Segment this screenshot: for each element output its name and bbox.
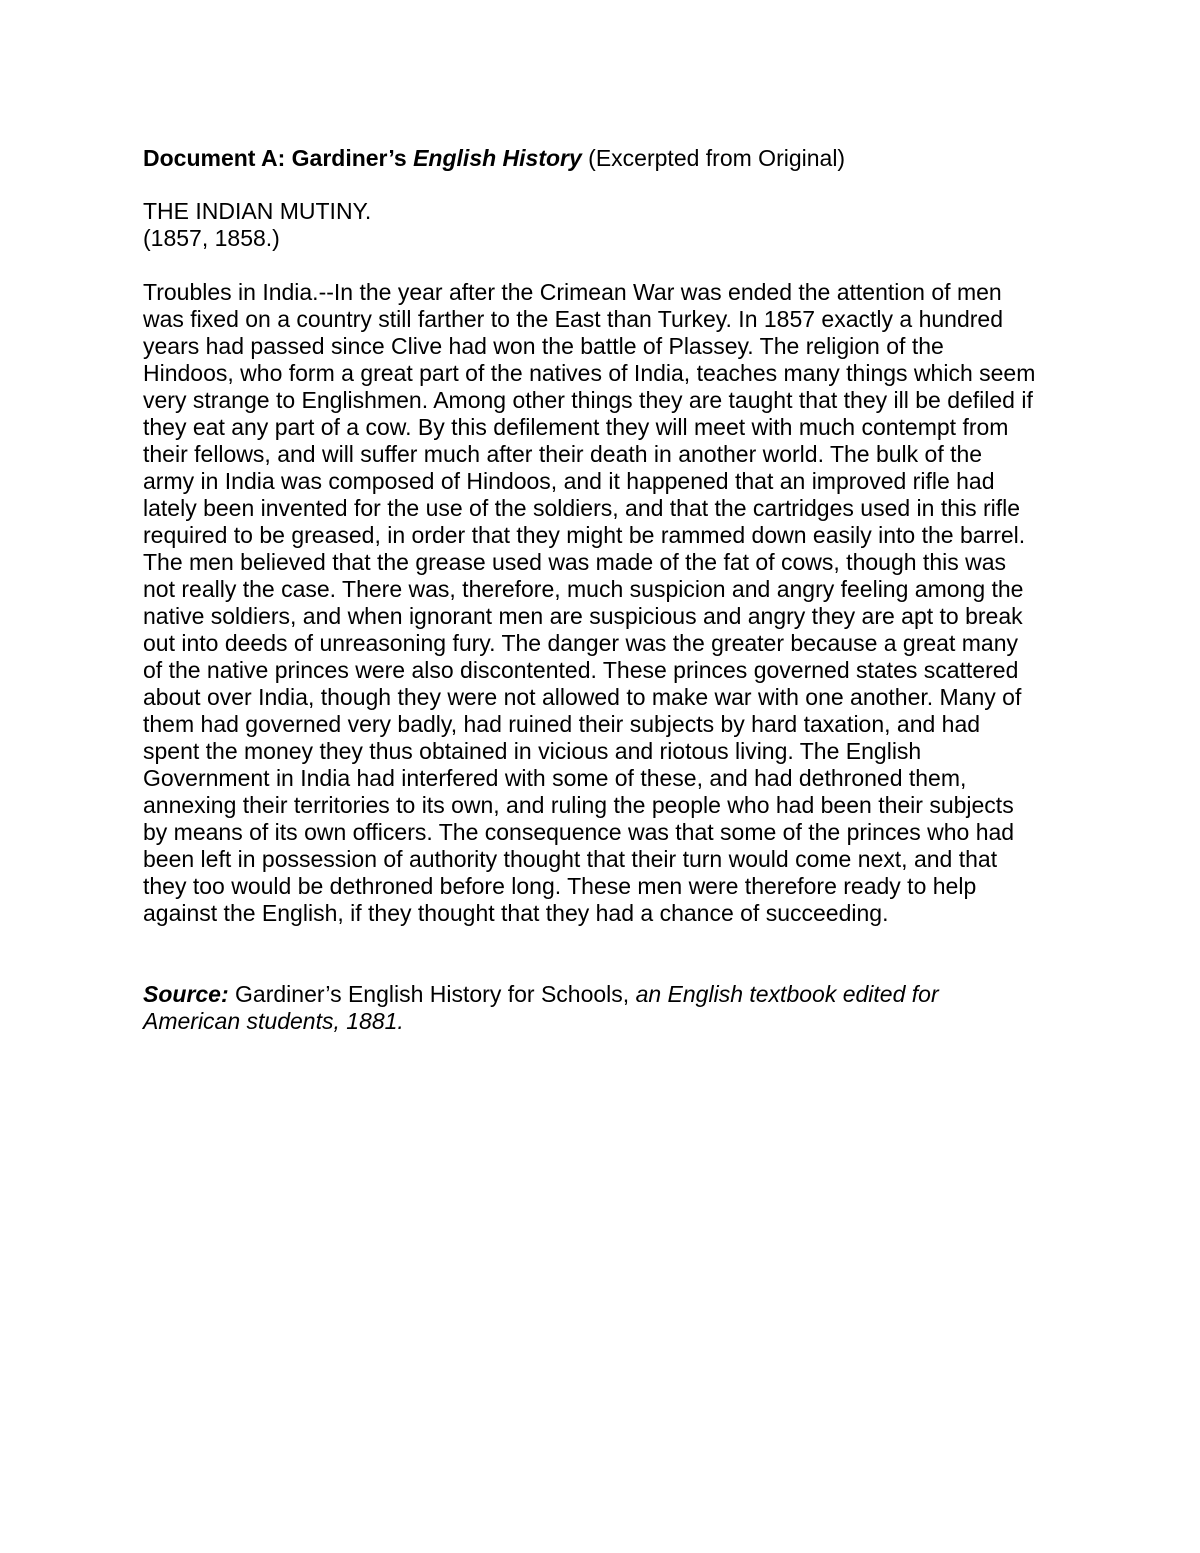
- heading-suffix: (Excerpted from Original): [581, 145, 846, 171]
- body-line: Hindoos, who form a great part of the natives of India, teaches many things which seem: [143, 360, 1036, 386]
- body-line: required to be greased, in order that they might be rammed down easily into the barrel.: [143, 522, 1026, 548]
- body-line: The men believed that the grease used was made of the fat of cows, though this was: [143, 549, 1007, 575]
- body-line: spent the money they thus obtained in vicious and riotous living. The English: [143, 738, 922, 764]
- body-line: not really the case. There was, therefore, much suspicion and angry feeling among the: [143, 576, 1024, 602]
- source-description-1: an English textbook edited for: [629, 981, 939, 1007]
- body-line: army in India was composed of Hindoos, and it happened that an improved rifle had: [143, 468, 995, 494]
- body-line: annexing their territories to its own, and ruling the people who had been their subjects: [143, 792, 1014, 818]
- body-line: about over India, though they were not allowed to make war with one another. Many of: [143, 684, 1022, 710]
- source-work: Gardiner’s English History for Schools,: [228, 981, 630, 1007]
- heading-title-italic: English History: [413, 145, 582, 171]
- chapter-title: THE INDIAN MUTINY.: [143, 198, 372, 224]
- source-description-2: American students, 1881.: [143, 1008, 404, 1034]
- body-line: them had governed very badly, had ruined their subjects by hard taxation, and had: [143, 711, 981, 737]
- body-line: been left in possession of authority thought that their turn would come next, and that: [143, 846, 998, 872]
- body-line: Troubles in India.--In the year after the Crimean War was ended the attention of men: [143, 279, 1002, 305]
- body-line: Government in India had interfered with some of these, and had dethroned them,: [143, 765, 967, 791]
- source-citation: [143, 981, 1083, 1035]
- document-heading: [143, 145, 1083, 172]
- body-line: they eat any part of a cow. By this defilement they will meet with much contempt from: [143, 414, 1009, 440]
- body-line: out into deeds of unreasoning fury. The danger was the greater because a great many: [143, 630, 1018, 656]
- body-line: of the native princes were also discontented. These princes governed states scattered: [143, 657, 1019, 683]
- heading-prefix: Document A: Gardiner’s: [143, 145, 414, 171]
- body-line: was fixed on a country still farther to the East than Turkey. In 1857 exactly a hundred: [143, 306, 1003, 332]
- chapter-dates: (1857, 1858.): [143, 225, 280, 251]
- body-paragraph: [143, 279, 1083, 927]
- source-label: Source:: [143, 981, 229, 1007]
- source-line-1: [143, 981, 1083, 1008]
- chapter-title-block: [143, 198, 1083, 252]
- body-line: they too would be dethroned before long. These men were therefore ready to help: [143, 873, 977, 899]
- body-line: by means of its own officers. The consequence was that some of the princes who had: [143, 819, 1015, 845]
- body-line: native soldiers, and when ignorant men are suspicious and angry they are apt to break: [143, 603, 1023, 629]
- body-line: against the English, if they thought that they had a chance of succeeding.: [143, 900, 889, 926]
- body-line: their fellows, and will suffer much after their death in another world. The bulk of the: [143, 441, 983, 467]
- body-line: lately been invented for the use of the soldiers, and that the cartridges used in this rifle: [143, 495, 1021, 521]
- body-line: years had passed since Clive had won the battle of Plassey. The religion of the: [143, 333, 944, 359]
- body-line: very strange to Englishmen. Among other things they are taught that they ill be defiled if: [143, 387, 1033, 413]
